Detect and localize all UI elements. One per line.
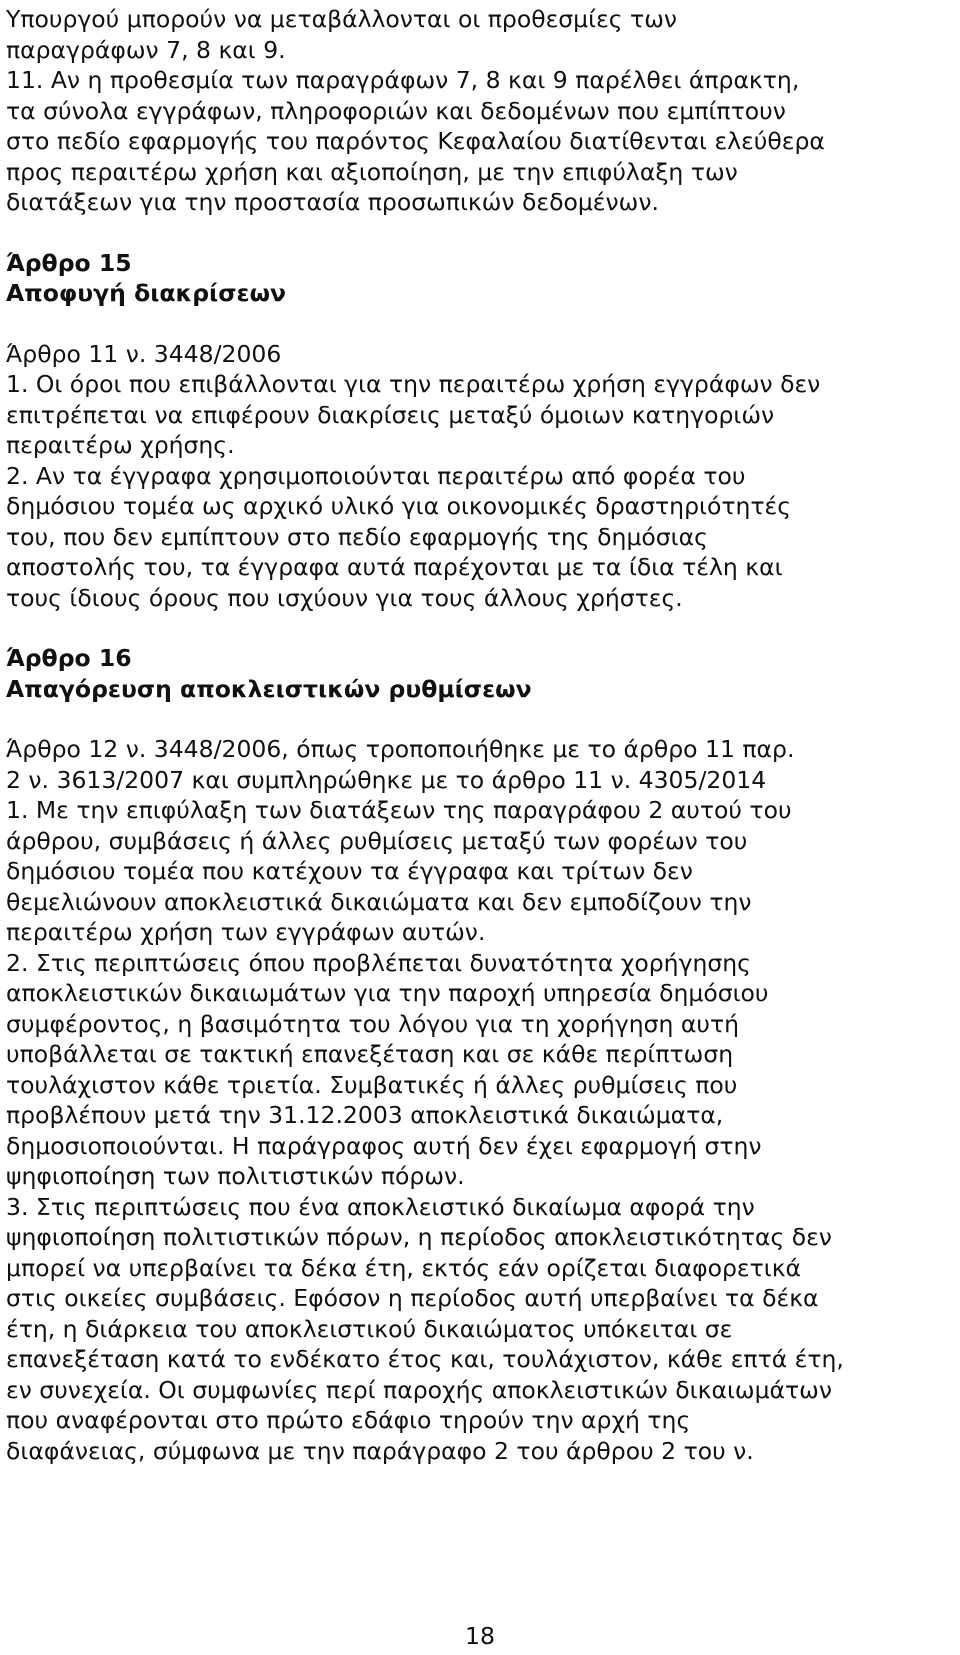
- text-line: ψηφιοποίηση των πολιτιστικών πόρων.: [6, 1162, 465, 1190]
- text-line: θεμελιώνουν αποκλειστικά δικαιώματα και δεν εμποδίζουν την: [6, 887, 752, 916]
- text-line: έτη, η διάρκεια του αποκλειστικού δικαιώματος υπόκειται σε: [6, 1314, 733, 1343]
- text-line: μπορεί να υπερβαίνει τα δέκα έτη, εκτός εάν ορίζεται διαφορετικά: [6, 1253, 802, 1282]
- text-line: προς περαιτέρω χρήση και αξιοποίηση, με την επιφύλαξη των: [6, 157, 738, 186]
- text-line: διατάξεων για την προστασία προσωπικών δεδομένων.: [6, 188, 659, 216]
- article-16-paragraph-3: [6, 1192, 954, 1467]
- document-page: [6, 4, 954, 1466]
- article-16-title: Άρθρο 16: [6, 644, 132, 672]
- article-15: [6, 248, 954, 614]
- text-line: του, που δεν εμπίπτουν στο πεδίο εφαρμογής της δημόσιας: [6, 522, 708, 551]
- text-line: εν συνεχεία. Οι συμφωνίες περί παροχής αποκλειστικών δικαιωμάτων: [6, 1375, 832, 1404]
- text-line: προβλέπουν μετά την 31.12.2003 αποκλειστικά δικαιώματα,: [6, 1101, 724, 1129]
- text-line: συμφέροντος, η βασιμότητα του λόγου για τη χορήγηση αυτή: [6, 1009, 740, 1038]
- article-16-source: 2 ν. 3613/2007 και συμπληρώθηκε με το άρθρο 11 ν. 4305/2014: [6, 765, 767, 794]
- text-line: περαιτέρω χρήση των εγγράφων αυτών.: [6, 918, 486, 946]
- text-line: δημοσιοποιούνται. Η παράγραφος αυτή δεν έχει εφαρμογή στην: [6, 1131, 762, 1160]
- text-line: 1. Οι όροι που επιβάλλονται για την περαιτέρω χρήση εγγράφων δεν: [6, 370, 821, 398]
- text-line: Υπουργού μπορούν να μεταβάλλονται οι προθεσμίες των: [6, 5, 678, 33]
- text-line: τα σύνολα εγγράφων, πληροφοριών και δεδομένων που εμπίπτουν: [6, 96, 786, 125]
- paragraph-11: [6, 65, 954, 218]
- text-line: στις οικείες συμβάσεις. Εφόσον η περίοδος αυτή υπερβαίνει τα δέκα: [6, 1284, 819, 1312]
- text-line: επανεξέταση κατά το ενδέκατο έτος και, τουλάχιστον, κάθε επτά έτη,: [6, 1345, 844, 1373]
- text-line: περαιτέρω χρήσης.: [6, 431, 235, 459]
- text-line: στο πεδίο εφαρμογής του παρόντος Κεφαλαίου διατίθενται ελεύθερα: [6, 127, 825, 155]
- text-line: επιτρέπεται να επιφέρουν διακρίσεις μεταξύ όμοιων κατηγοριών: [6, 400, 775, 429]
- article-16-paragraph-1: [6, 795, 954, 948]
- article-16-paragraph-2: [6, 948, 954, 1192]
- text-line: υποβάλλεται σε τακτική επανεξέταση και σε κάθε περίπτωση: [6, 1040, 734, 1068]
- text-line: ψηφιοποίηση πολιτιστικών πόρων, η περίοδος αποκλειστικότητας δεν: [6, 1223, 832, 1251]
- article-16-subtitle: Απαγόρευση αποκλειστικών ρυθμίσεων: [6, 674, 532, 703]
- text-line: αποστολής του, τα έγγραφα αυτά παρέχονται με τα ίδια τέλη και: [6, 553, 783, 581]
- article-15-paragraph-2: [6, 461, 954, 614]
- text-line: παραγράφων 7, 8 και 9.: [6, 35, 286, 64]
- article-16: [6, 643, 954, 1466]
- article-15-subtitle: Αποφυγή διακρίσεων: [6, 279, 287, 307]
- text-line: τουλάχιστον κάθε τριετία. Συμβατικές ή άλλες ρυθμίσεις που: [6, 1070, 738, 1099]
- article-15-source: Άρθρο 11 ν. 3448/2006: [6, 339, 282, 368]
- text-line: 11. Αν η προθεσμία των παραγράφων 7, 8 και 9 παρέλθει άπρακτη,: [6, 66, 800, 94]
- article-15-paragraph-1: [6, 369, 954, 461]
- text-line: διαφάνειας, σύμφωνα με την παράγραφο 2 του άρθρου 2 του ν.: [6, 1436, 754, 1465]
- text-line: 2. Αν τα έγγραφα χρησιμοποιούνται περαιτέρω από φορέα του: [6, 461, 746, 490]
- text-line: τους ίδιους όρους που ισχύουν για τους άλλους χρήστες.: [6, 583, 683, 612]
- text-line: 3. Στις περιπτώσεις που ένα αποκλειστικό δικαίωμα αφορά την: [6, 1192, 755, 1221]
- text-line: 2. Στις περιπτώσεις όπου προβλέπεται δυνατότητα χορήγησης: [6, 948, 751, 977]
- text-line: άρθρου, συμβάσεις ή άλλες ρυθμίσεις μεταξύ των φορέων του: [6, 826, 748, 855]
- text-line: αποκλειστικών δικαιωμάτων για την παροχή υπηρεσία δημόσιου: [6, 979, 769, 1007]
- article-16-source: Άρθρο 12 ν. 3448/2006, όπως τροποποιήθηκε με το άρθρο 11 παρ.: [6, 735, 795, 763]
- text-line: δημόσιου τομέα ως αρχικό υλικό για οικονομικές δραστηριότητές: [6, 492, 792, 520]
- text-line: 1. Με την επιφύλαξη των διατάξεων της παραγράφου 2 αυτού του: [6, 796, 792, 824]
- text-line: που αναφέρονται στο πρώτο εδάφιο τηρούν την αρχή της: [6, 1406, 691, 1434]
- article-15-title: Άρθρο 15: [6, 248, 132, 277]
- intro-paragraph: [6, 4, 954, 65]
- page-number: 18: [465, 1622, 495, 1650]
- text-line: δημόσιου τομέα που κατέχουν τα έγγραφα και τρίτων δεν: [6, 857, 693, 885]
